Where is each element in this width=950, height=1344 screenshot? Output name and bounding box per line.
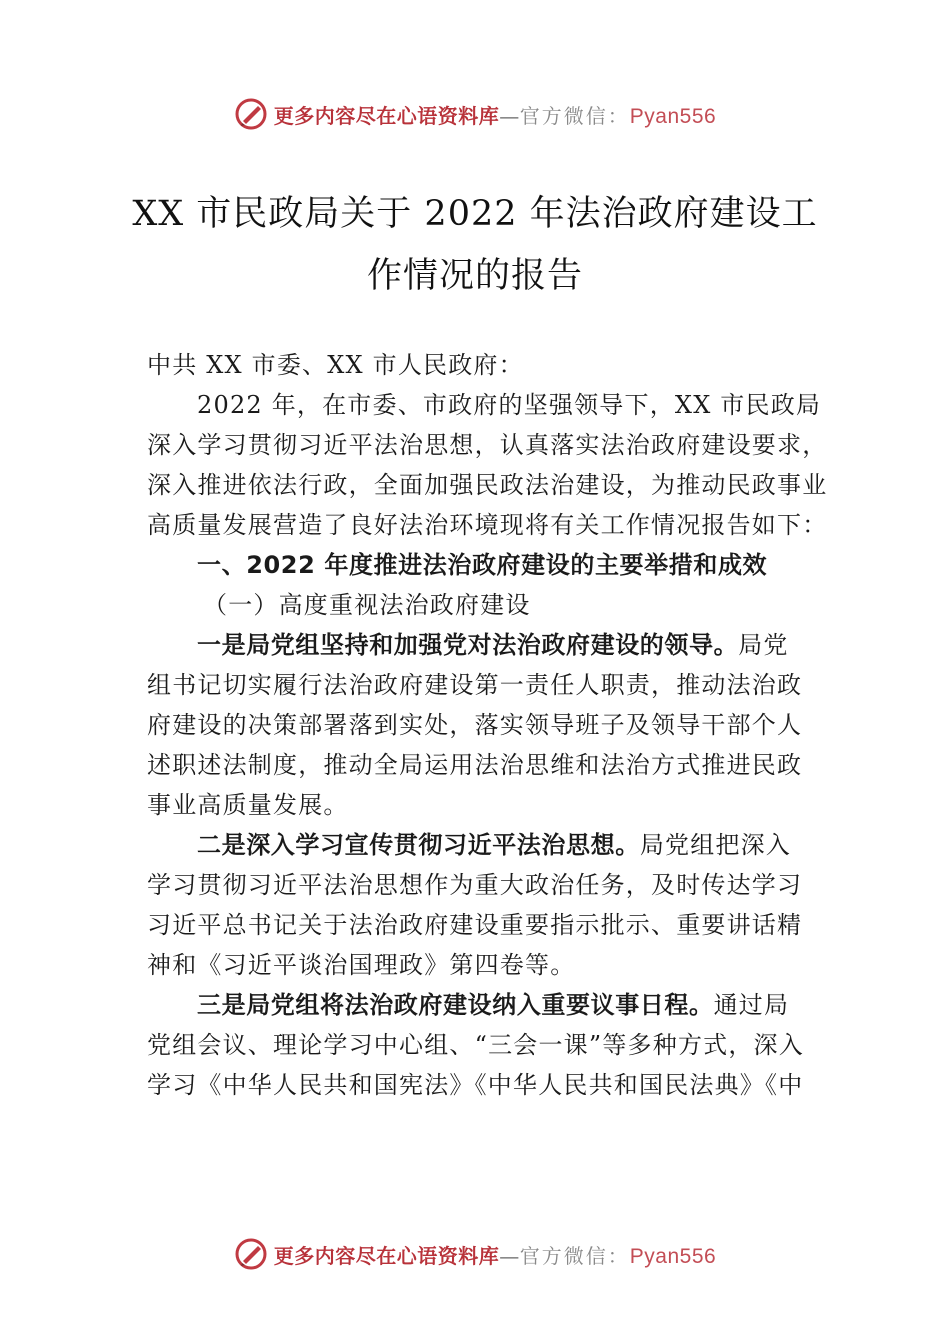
header-banner: [0, 94, 950, 134]
point-1-first-line: [147, 625, 837, 665]
brand-logo-icon: [234, 97, 268, 131]
point-2-line: 习近平总书记关于法治政府建设重要指示批示、重要讲话精: [147, 911, 803, 939]
salutation: 中共 XX 市委、XX 市人民政府：: [147, 351, 524, 379]
document-title: [120, 183, 830, 307]
banner-wechat-label: 官方微信：: [519, 103, 630, 128]
footer-banner: [0, 1234, 950, 1274]
point-3-line: 党组会议、理论学习中心组、“三会一课”等多种方式，深入: [147, 1031, 804, 1059]
banner-wechat-id: Pyan556: [629, 104, 717, 128]
banner-wechat-label: 官方微信：: [519, 1243, 630, 1268]
point-3-tail: 通过局: [713, 991, 790, 1019]
point-1-line: 述职述法制度，推动全局运用法治思维和法治方式推进民政: [147, 751, 803, 779]
point-2-bold: 二是深入学习宣传贯彻习近平法治思想。: [197, 831, 640, 859]
banner-wechat-id: Pyan556: [629, 1244, 717, 1268]
banner-text: [274, 1240, 716, 1269]
intro-line: 深入推进依法行政，全面加强民政法治建设，为推动民政事业: [147, 471, 828, 499]
point-3-first-line: [147, 985, 837, 1025]
section-heading: 一、2022 年度推进法治政府建设的主要举措和成效: [197, 551, 768, 579]
banner-main-text: 更多内容尽在心语资料库: [273, 1243, 500, 1268]
point-3-line: 学习《中华人民共和国宪法》《中华人民共和国民法典》《中: [147, 1071, 804, 1099]
point-3-bold: 三是局党组将法治政府建设纳入重要议事日程。: [197, 991, 714, 1019]
banner-main-text: 更多内容尽在心语资料库: [273, 103, 500, 128]
point-1-line: 府建设的决策部署落到实处，落实领导班子及领导干部个人: [147, 711, 803, 739]
point-1-tail: 局党: [738, 631, 789, 659]
point-2-line: 学习贯彻习近平法治思想作为重大政治任务，及时传达学习: [147, 871, 803, 899]
document-body: [147, 345, 837, 1105]
banner-dash: —: [499, 103, 520, 128]
point-1-line: 组书记切实履行法治政府建设第一责任人职责，推动法治政: [147, 671, 803, 699]
subsection-heading: （一）高度重视法治政府建设: [203, 591, 531, 619]
banner-dash: —: [499, 1243, 520, 1268]
point-1-bold: 一是局党组坚持和加强党对法治政府建设的领导。: [197, 631, 739, 659]
brand-logo-icon: [234, 1237, 268, 1271]
banner-text: [274, 100, 716, 129]
title-line-2: 作情况的报告: [366, 256, 583, 296]
point-1-line: 事业高质量发展。: [147, 791, 349, 819]
intro-line: 深入学习贯彻习近平法治思想，认真落实法治政府建设要求，: [147, 431, 828, 459]
title-line-1: XX 市民政局关于 2022 年法治政府建设工: [132, 194, 818, 234]
point-2-first-line: [147, 825, 837, 865]
intro-line: 高质量发展营造了良好法治环境现将有关工作情况报告如下：: [147, 511, 828, 539]
intro-line: 2022 年，在市委、市政府的坚强领导下，XX 市民政局: [197, 391, 822, 419]
point-2-tail: 局党组把深入: [639, 831, 792, 859]
point-2-line: 神和《习近平谈治国理政》第四卷等。: [147, 951, 576, 979]
